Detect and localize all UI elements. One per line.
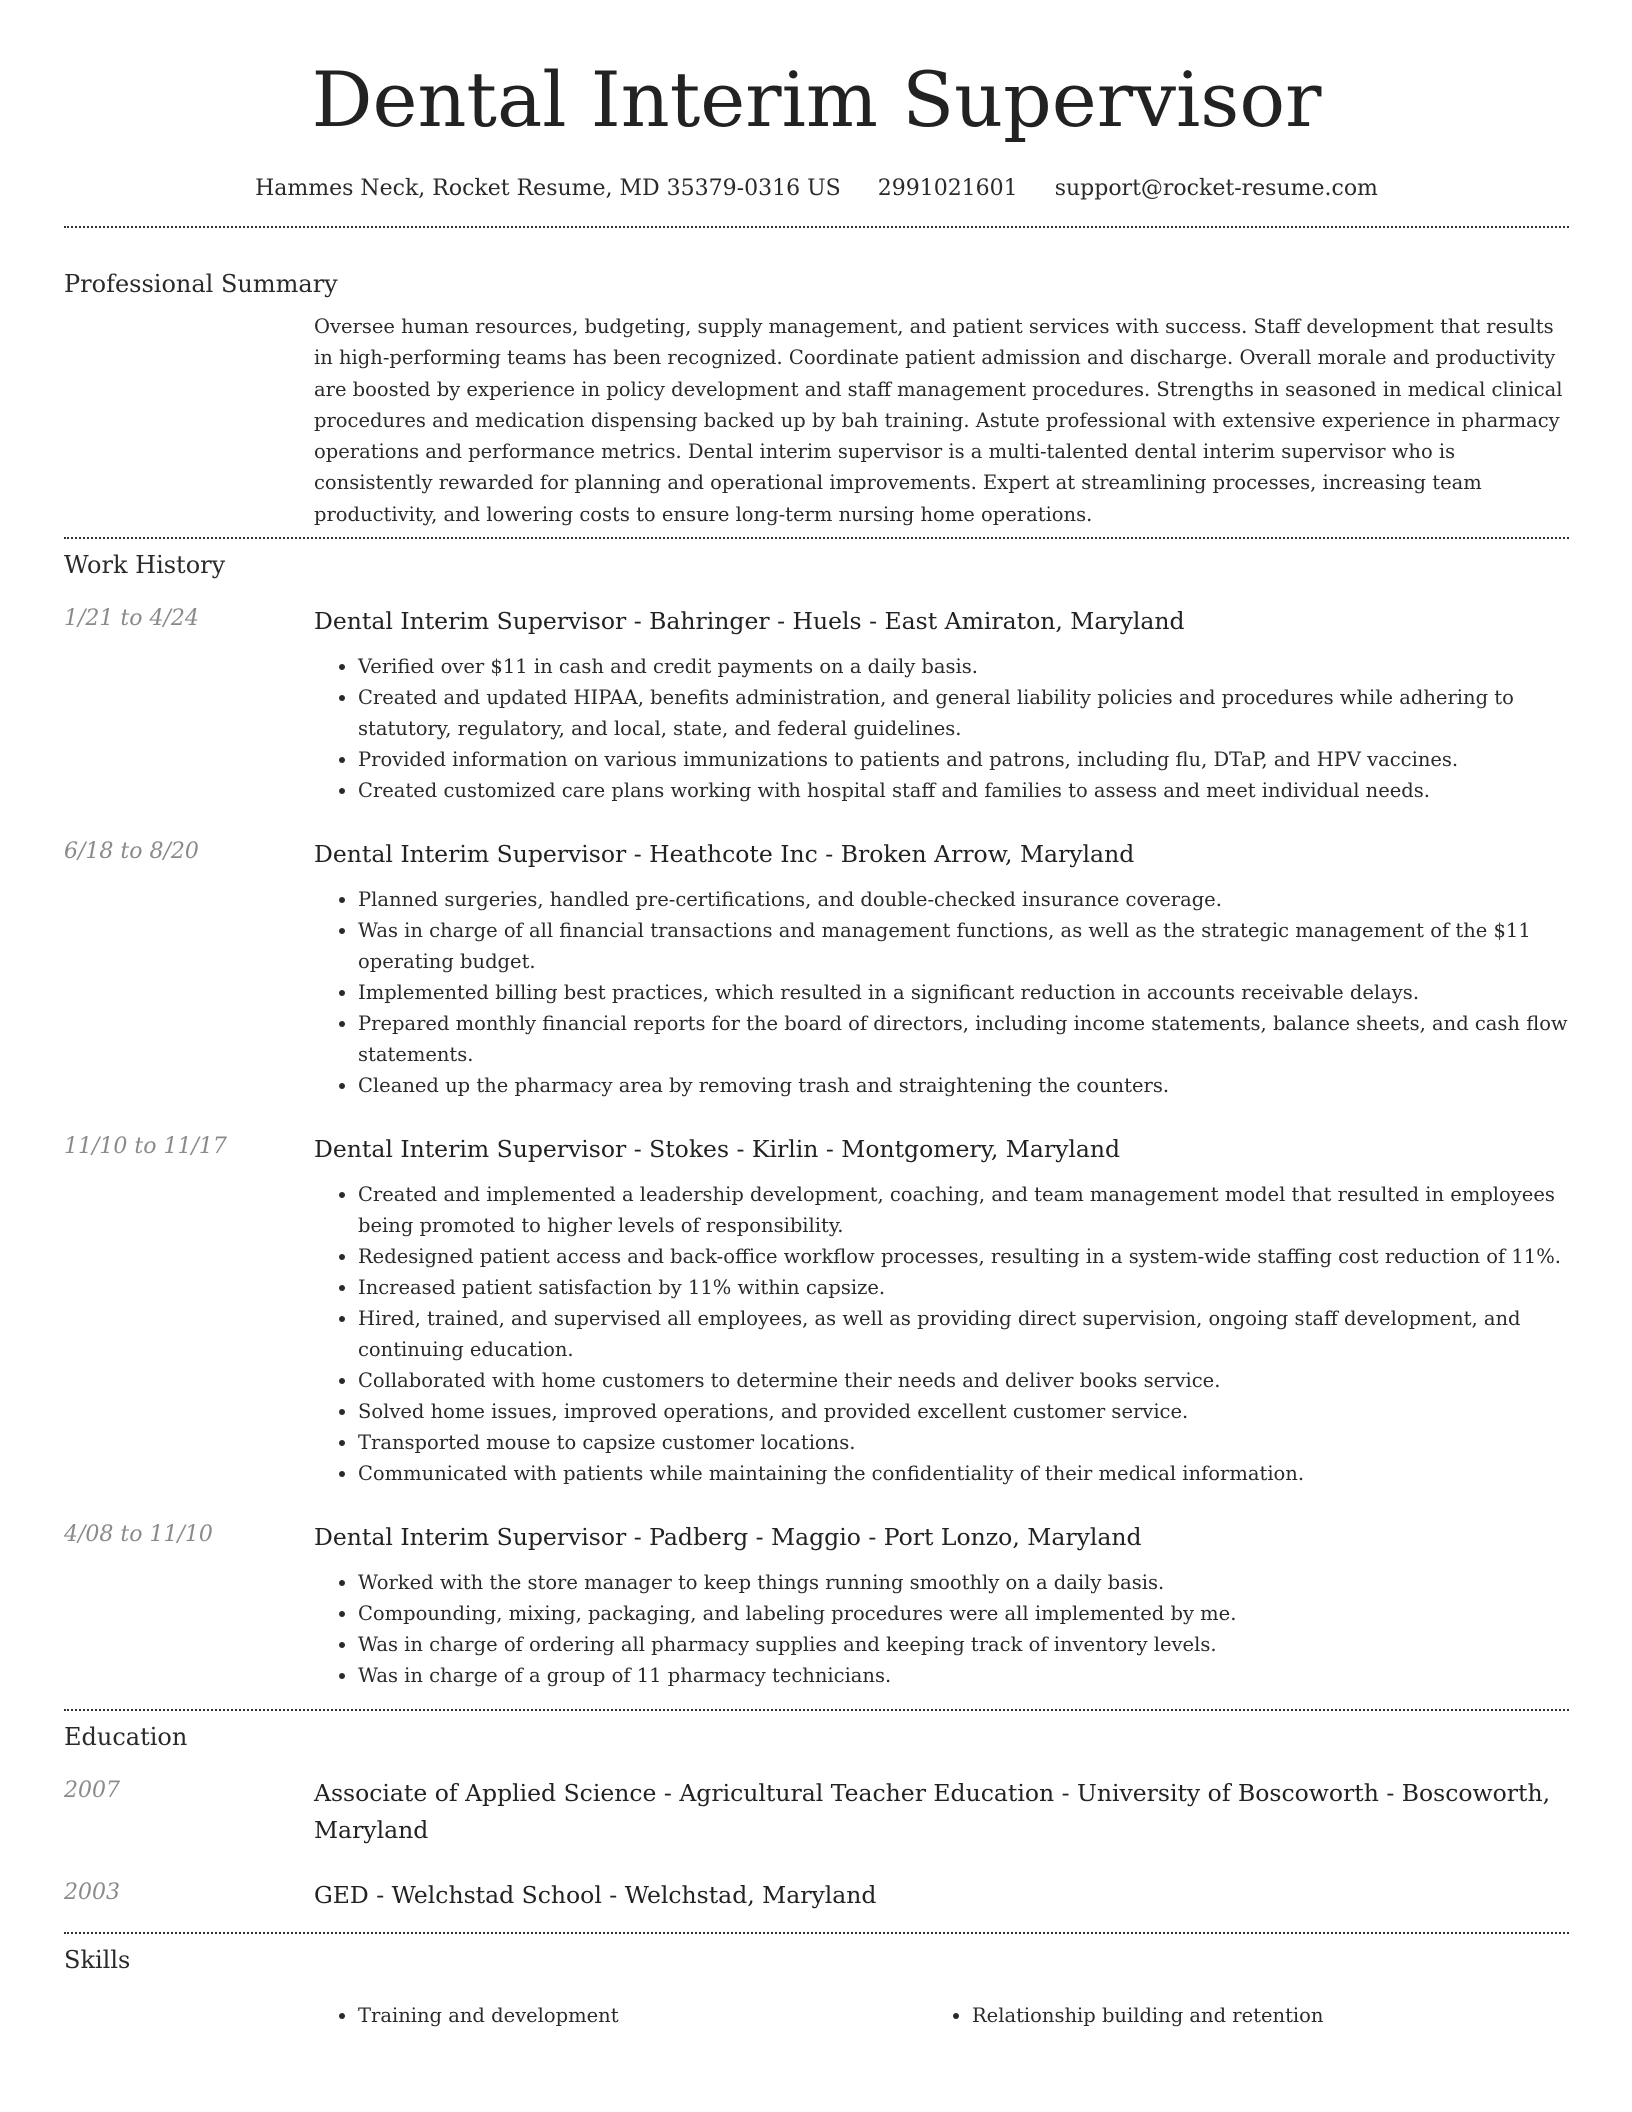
skills-row	[64, 1976, 1569, 2031]
contact-phone: 2991021601	[877, 176, 1018, 201]
job-bullets	[314, 1567, 1569, 1691]
skill-item: • Relationship building and retention	[972, 2000, 1542, 2031]
resume-page	[64, 0, 1569, 2031]
skills-spacer	[64, 1976, 314, 2031]
skill-item: • Training and development	[358, 2000, 928, 2031]
job-bullet: • Implemented billing best practices, which resulted in a significant reduction in accounts receivable delays.	[358, 977, 1569, 1008]
job-bullet: • Was in charge of all financial transactions and management functions, as well as the strategic management of the $11 operating budget.	[358, 915, 1569, 977]
summary-spacer	[64, 311, 314, 530]
summary-section-title: Professional Summary	[64, 270, 338, 298]
job-bullet: • Redesigned patient access and back-office workflow processes, resulting in a system-wide staffing cost reduction of 11%.	[358, 1241, 1569, 1272]
job-bullet: • Created customized care plans working with hospital staff and families to assess and meet individual needs.	[358, 775, 1569, 806]
job-bullet: • Hired, trained, and supervised all employees, as well as providing direct supervision, ongoing staff development, and continuing education.	[358, 1303, 1569, 1365]
job-bullet: • Provided information on various immunizations to patients and patrons, including flu, DTaP, and HPV vaccines.	[358, 744, 1569, 775]
education-title: GED - Welchstad School - Welchstad, Maryland	[314, 1881, 877, 1910]
job-bullet: • Transported mouse to capsize customer locations.	[358, 1427, 1569, 1458]
job-dates: 6/18 to 8/20	[64, 839, 199, 865]
education-year: 2003	[64, 1880, 120, 1906]
job-entry	[64, 603, 1569, 806]
job-bullet: • Worked with the store manager to keep things running smoothly on a daily basis.	[358, 1567, 1569, 1598]
job-title: Dental Interim Supervisor - Padberg - Maggio - Port Lonzo, Maryland	[314, 1523, 1142, 1552]
summary-divider	[64, 537, 1569, 539]
skills-list-left	[314, 2000, 928, 2031]
summary-row	[64, 311, 1569, 530]
skills-list-right	[928, 2000, 1542, 2031]
job-entry	[64, 1131, 1569, 1489]
job-bullet: • Planned surgeries, handled pre-certifications, and double-checked insurance coverage.	[358, 884, 1569, 915]
job-bullet: • Solved home issues, improved operations, and provided excellent customer service.	[358, 1396, 1569, 1427]
job-bullets	[314, 651, 1569, 806]
work-section-title: Work History	[64, 551, 226, 580]
job-title: Dental Interim Supervisor - Bahringer - Huels - East Amiraton, Maryland	[314, 607, 1185, 636]
resume-name: Dental Interim Supervisor	[311, 55, 1322, 144]
education-entry	[64, 1775, 1569, 1849]
header-divider	[64, 226, 1569, 228]
job-bullets	[314, 884, 1569, 1101]
job-dates: 1/21 to 4/24	[64, 606, 199, 632]
job-title: Dental Interim Supervisor - Heathcote Inc - Broken Arrow, Maryland	[314, 840, 1135, 869]
work-divider	[64, 1709, 1569, 1711]
job-bullet: • Verified over $11 in cash and credit payments on a daily basis.	[358, 651, 1569, 682]
job-bullet: • Created and updated HIPAA, benefits administration, and general liability policies and procedures while adhering to statutory, regulatory, and local, state, and federal guidelines.	[358, 682, 1569, 744]
skills-section-title: Skills	[64, 1946, 131, 1975]
education-year: 2007	[64, 1778, 120, 1804]
job-entry	[64, 836, 1569, 1101]
job-bullet: • Prepared monthly financial reports for the board of directors, including income statements, balance sheets, and cash flow statements.	[358, 1008, 1569, 1070]
contact-email: support@rocket-resume.com	[1054, 176, 1378, 201]
education-title: Associate of Applied Science - Agricultural Teacher Education - University of Boscoworth - Boscoworth, Maryland	[314, 1779, 1551, 1845]
job-bullets	[314, 1179, 1569, 1489]
education-section-title: Education	[64, 1723, 188, 1752]
contact-line	[64, 174, 1569, 204]
job-title: Dental Interim Supervisor - Stokes - Kirlin - Montgomery, Maryland	[314, 1135, 1121, 1164]
education-divider	[64, 1932, 1569, 1934]
skills-columns	[314, 2000, 1569, 2031]
job-bullet: • Increased patient satisfaction by 11% within capsize.	[358, 1272, 1569, 1303]
job-bullet: • Collaborated with home customers to determine their needs and deliver books service.	[358, 1365, 1569, 1396]
job-entry	[64, 1519, 1569, 1691]
job-bullet: • Created and implemented a leadership development, coaching, and team management model that resulted in employees being promoted to higher levels of responsibility.	[358, 1179, 1569, 1241]
summary-text: Oversee human resources, budgeting, supply management, and patient services with success. Staff development that results in high-performing teams has been recognized. Coordinate patient admission and discharge. Overall morale and productivity are boosted by experience in policy development and staff management procedures. Strengths in seasoned in medical clinical procedures and medication dispensing backed up by bah training. Astute professional with extensive experience in pharmacy operations and performance metrics. Dental interim supervisor is a multi-talented dental interim supervisor who is consistently rewarded for planning and operational improvements. Expert at streamlining processes, increasing team productivity, and lowering costs to ensure long-term nursing home operations.	[314, 315, 1563, 526]
job-bullet: • Was in charge of ordering all pharmacy supplies and keeping track of inventory levels.	[358, 1629, 1569, 1660]
education-entry	[64, 1877, 1569, 1914]
job-bullet: • Communicated with patients while maintaining the confidentiality of their medical information.	[358, 1458, 1569, 1489]
job-bullet: • Compounding, mixing, packaging, and labeling procedures were all implemented by me.	[358, 1598, 1569, 1629]
job-bullet: • Cleaned up the pharmacy area by removing trash and straightening the counters.	[358, 1070, 1569, 1101]
job-dates: 11/10 to 11/17	[64, 1134, 227, 1160]
job-dates: 4/08 to 11/10	[64, 1522, 213, 1548]
job-bullet: • Was in charge of a group of 11 pharmacy technicians.	[358, 1660, 1569, 1691]
contact-address: Hammes Neck, Rocket Resume, MD 35379-0316 US	[255, 176, 841, 201]
